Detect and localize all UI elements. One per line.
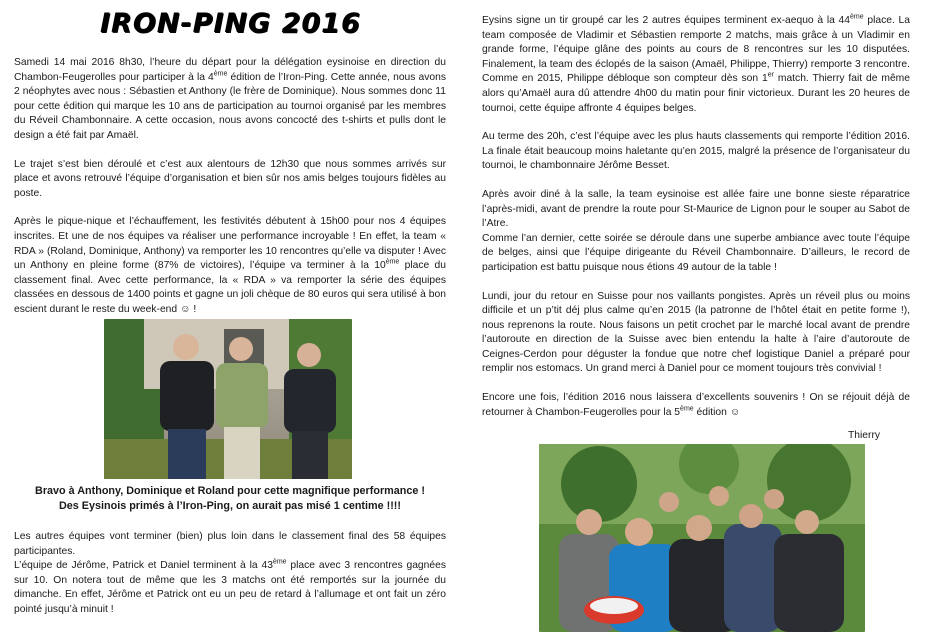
paragraph-rda: Après le pique-nique et l’échauffement, les festivités débutent à 15h00 pour nos 4 équipes inscrites. Et une de nos équipes va réaliser une performance incroyable ! En effet, la team « RDA » (Roland, Dominique, Anthony) va remporter les 10 rencontres qu’elle va disputer ! Avec un Anthony en pleine forme (87% de victoires), l’équipe va terminer à la 10ème place du classement final. Avec cette performance, la « RDA » va remporter la série des équipes classées en dessous de 1400 points et gagne un joli chèque de 80 euros qui sera utilisé à bon escient durant le reste du week-end ☺ ! (14, 216, 446, 315)
paragraph-trip: Le trajet s’est bien déroulé et c’est aux alentours de 12h30 que nous sommes arrivés sur place et avons retrouvé l’équipe d’organisation et bien sûr nos amis belges toujours fidèles au poste. (14, 158, 446, 199)
paragraph-intro: Samedi 14 mai 2016 8h30, l’heure du départ pour la délégation eysinoise en direction du Chambon-Feugerolles pour participer à la 4ème édition de l’Iron-Ping. Cette année, nous avons 2 néophytes avec nous : Sébastien et Anthony (le frère de Dominique). Nous sommes donc 11 pour cette édition qui marque les 10 ans de participation au tournoi organisé par les membres du Réveil Chambonnaire. A cette occasion, nous avons concocté des t-shirts et pulls dont le design a été fait par Amaël. (14, 57, 446, 141)
paragraph-team-jerome: L’équipe de Jérôme, Patrick et Daniel terminent à la 43ème place avec 3 rencontres gagnées sur 10. On notera tout de même que les 3 matchs ont été remportés sur la journée du dimanche. En effet, Jérôme et Patrick ont eu un peu de retard à l’allumage et ont fait un zéro pointé jusqu’à minuit ! (14, 558, 446, 615)
caption-line-2: Des Eysinois primés à l’Iron-Ping, on aurait pas misé 1 centime !!!! (59, 499, 401, 512)
group-photo (539, 444, 865, 632)
left-column-bottom (14, 530, 446, 618)
paragraph-other-teams: Les autres équipes vont terminer (bien) plus loin dans le classement final des 58 équipes participantes. (14, 531, 446, 557)
team-rda-photo (104, 319, 352, 479)
photo-caption (14, 484, 446, 513)
caption-line-1: Bravo à Anthony, Dominique et Roland pour cette magnifique performance ! (35, 485, 425, 497)
signature: Thierry (848, 430, 881, 441)
left-column (14, 56, 446, 318)
paragraph-monday: Lundi, jour du retour en Suisse pour nos vaillants pongistes. Après un réveil plus ou moins difficile et un p’tit déj plus calme qu’en 2015 (la patronne de l’hôtel était en petite forme !), nous reprenons la route. Nous faisons un petit crochet par le marché local avant de prendre l’autoroute en direction de la Suisse avec bien entendu la halte à l’aire d’autoroute de Ceignes-Cerdon pour déguster la fondue que notre chef logistique Daniel a préparé pour remplir nos estomacs. Un grand merci à Daniel pour ce moment toujours très convivial ! (482, 290, 910, 375)
paragraph-dinner: Après avoir diné à la salle, la team eysinoise est allée faire une bonne sieste réparatrice l’après-midi, avant de prendre la route pour St-Maurice de Lignon pour le souper au Sabot de l’Atre. (482, 188, 910, 230)
paragraph-final: Au terme des 20h, c’est l’équipe avec les plus hauts classements qui remporte l’édition 2016. La finale était beaucoup moins haletante qu’en 2015, malgré la présence de l’organisateur du tournoi, le chambonnaire Jérôme Besset. (482, 131, 910, 172)
right-column (482, 14, 910, 420)
paragraph-results: Eysins signe un tir groupé car les 2 autres équipes terminent ex-aequo à la 44ème place. La team composée de Vladimir et Sébastien remporte 2 matchs, mais grâce à un Vladimir en grande forme, l’équipe glâne des points au cours de 8 rencontres sur les 10 disputées. Finalement, la team des éclopés de la saison (Amaël, Philippe, Thierry) remporte 3 rencontre. Comme en 2015, Philippe débloque son compteur dès son 1er match. Thierry fait de même alors qu’Amaël aura dû attendre 4h00 du matin pour finir victorieux. Durant les 20 heures de tournoi, cette équipe affronte 4 équipes belges. (482, 13, 910, 114)
paragraph-closing: Encore une fois, l’édition 2016 nous laissera d’excellents souvenirs ! On se réjouit déjà de retourner à Chambon-Feugerolles pour la 5ème édition ☺ (482, 392, 910, 418)
paragraph-evening: Comme l’an dernier, cette soirée se déroule dans une superbe ambiance avec toute l’équipe de belges, ainsi que l’équipe dirigeante du Réveil Chambonnaire. D’ailleurs, le record de participation est battu puisque nous étions 49 autour de la table ! (482, 232, 910, 273)
page-title: IRON-PING 2016 (100, 8, 361, 39)
